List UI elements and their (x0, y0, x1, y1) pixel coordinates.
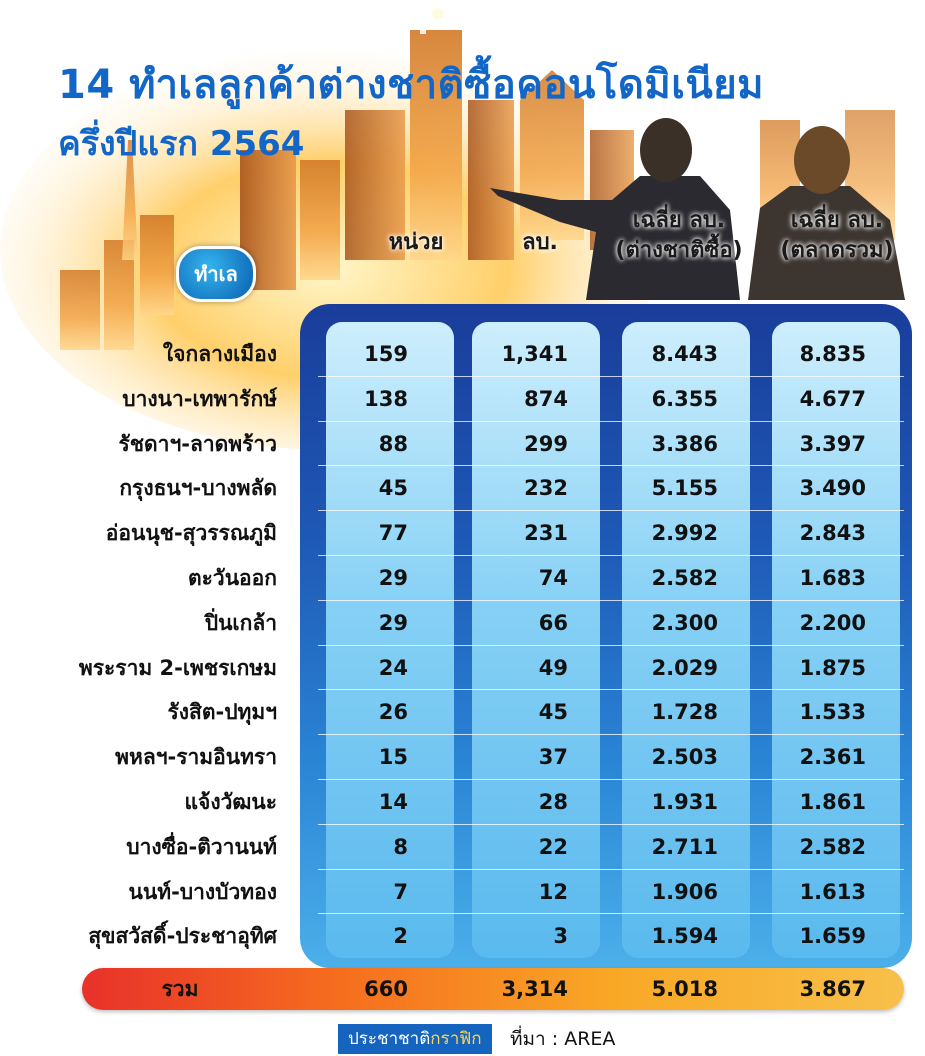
cell-million-baht: 1,341 (501, 342, 568, 366)
cell-million-baht: 66 (538, 611, 568, 635)
cell-million-baht: 3 (553, 924, 568, 948)
cell-units: 26 (378, 700, 408, 724)
cell-units: 138 (364, 387, 408, 411)
publisher-logo-part2: กราฟิก (430, 1029, 482, 1049)
cell-units: 15 (378, 745, 408, 769)
cell-units: 29 (378, 611, 408, 635)
cell-avg-foreign: 2.992 (651, 521, 718, 545)
row-label: แจ้งวัฒนะ (184, 790, 277, 814)
cell-avg-foreign: 8.443 (651, 342, 718, 366)
total-million-baht: 3,314 (501, 977, 568, 1001)
cell-avg-foreign: 2.711 (651, 835, 718, 859)
total-avg-foreign: 5.018 (651, 977, 718, 1001)
source-note: ที่มา : AREA (510, 1028, 616, 1050)
row-label: พหลฯ-รามอินทรา (115, 745, 277, 769)
row-label: ปิ่นเกล้า (204, 611, 277, 635)
cell-million-baht: 49 (538, 656, 568, 680)
cell-avg-foreign: 6.355 (651, 387, 718, 411)
cell-units: 88 (378, 432, 408, 456)
cell-avg-market: 2.200 (799, 611, 866, 635)
cell-units: 45 (378, 476, 408, 500)
cell-units: 8 (393, 835, 408, 859)
column-header-avg-market-line1: เฉลี่ย ลบ. (790, 208, 884, 233)
column-header-avg-foreign-line1: เฉลี่ย ลบ. (632, 208, 726, 233)
cell-avg-market: 2.361 (799, 745, 866, 769)
cell-avg-market: 3.490 (799, 476, 866, 500)
cell-avg-foreign: 2.300 (651, 611, 718, 635)
cell-million-baht: 28 (538, 790, 568, 814)
row-label: กรุงธนฯ-บางพลัด (119, 476, 277, 500)
chart-subtitle: ครึ่งปีแรก 2564 (58, 124, 305, 164)
row-label: บางซื่อ-ติวานนท์ (126, 835, 277, 859)
row-label: นนท์-บางบัวทอง (128, 880, 277, 904)
cell-million-baht: 74 (538, 566, 568, 590)
row-label: บางนา-เทพารักษ์ (122, 387, 277, 411)
cell-million-baht: 37 (538, 745, 568, 769)
cell-avg-foreign: 1.594 (651, 924, 718, 948)
cell-avg-market: 1.875 (799, 656, 866, 680)
column-header-avg-foreign (602, 206, 756, 266)
cell-avg-foreign: 5.155 (651, 476, 718, 500)
cell-avg-market: 1.683 (799, 566, 866, 590)
cell-million-baht: 232 (524, 476, 568, 500)
cell-million-baht: 874 (524, 387, 568, 411)
cell-avg-foreign: 1.906 (651, 880, 718, 904)
publisher-logo (338, 1024, 492, 1054)
cell-avg-foreign: 2.582 (651, 566, 718, 590)
row-label: รัชดาฯ-ลาดพร้าว (118, 432, 277, 456)
cell-avg-market: 1.861 (799, 790, 866, 814)
cell-avg-market: 1.613 (799, 880, 866, 904)
column-header-avg-market (762, 206, 912, 266)
cell-units: 159 (364, 342, 408, 366)
column-header-avg-foreign-line2: (ต่างชาติซื้อ) (615, 238, 743, 263)
cell-avg-foreign: 2.029 (651, 656, 718, 680)
cell-million-baht: 299 (524, 432, 568, 456)
cell-million-baht: 231 (524, 521, 568, 545)
chart-title: 14 ทำเลลูกค้าต่างชาติซื้อคอนโดมิเนียม (58, 62, 765, 108)
total-label: รวม (161, 977, 199, 1001)
cell-units: 14 (378, 790, 408, 814)
cell-avg-market: 8.835 (799, 342, 866, 366)
row-label: รังสิต-ปทุมฯ (167, 700, 277, 724)
total-units: 660 (364, 977, 408, 1001)
cell-units: 77 (378, 521, 408, 545)
row-label: สุขสวัสดิ์-ประชาอุทิศ (88, 924, 277, 948)
publisher-logo-part1: ประชาชาติ (348, 1029, 431, 1049)
row-label: อ่อนนุช-สุวรรณภูมิ (105, 521, 277, 545)
row-header-badge: ทำเล (176, 246, 256, 302)
cell-units: 24 (378, 656, 408, 680)
cell-avg-market: 1.659 (799, 924, 866, 948)
total-avg-market: 3.867 (799, 977, 866, 1001)
cell-million-baht: 22 (538, 835, 568, 859)
cell-avg-market: 1.533 (799, 700, 866, 724)
cell-avg-market: 4.677 (799, 387, 866, 411)
row-label: พระราม 2-เพชรเกษม (78, 656, 277, 680)
cell-avg-foreign: 1.931 (651, 790, 718, 814)
cell-avg-market: 2.843 (799, 521, 866, 545)
cell-units: 2 (393, 924, 408, 948)
cell-million-baht: 12 (538, 880, 568, 904)
cell-million-baht: 45 (538, 700, 568, 724)
cell-avg-market: 3.397 (799, 432, 866, 456)
column-header-million-baht: ลบ. (522, 230, 558, 255)
cell-avg-foreign: 2.503 (651, 745, 718, 769)
cell-units: 29 (378, 566, 408, 590)
cell-avg-foreign: 3.386 (651, 432, 718, 456)
row-label: ตะวันออก (187, 566, 277, 590)
cell-avg-market: 2.582 (799, 835, 866, 859)
column-header-avg-market-line2: (ตลาดรวม) (780, 238, 894, 263)
column-header-units: หน่วย (388, 230, 444, 255)
cell-avg-foreign: 1.728 (651, 700, 718, 724)
row-label: ใจกลางเมือง (162, 342, 277, 366)
cell-units: 7 (393, 880, 408, 904)
